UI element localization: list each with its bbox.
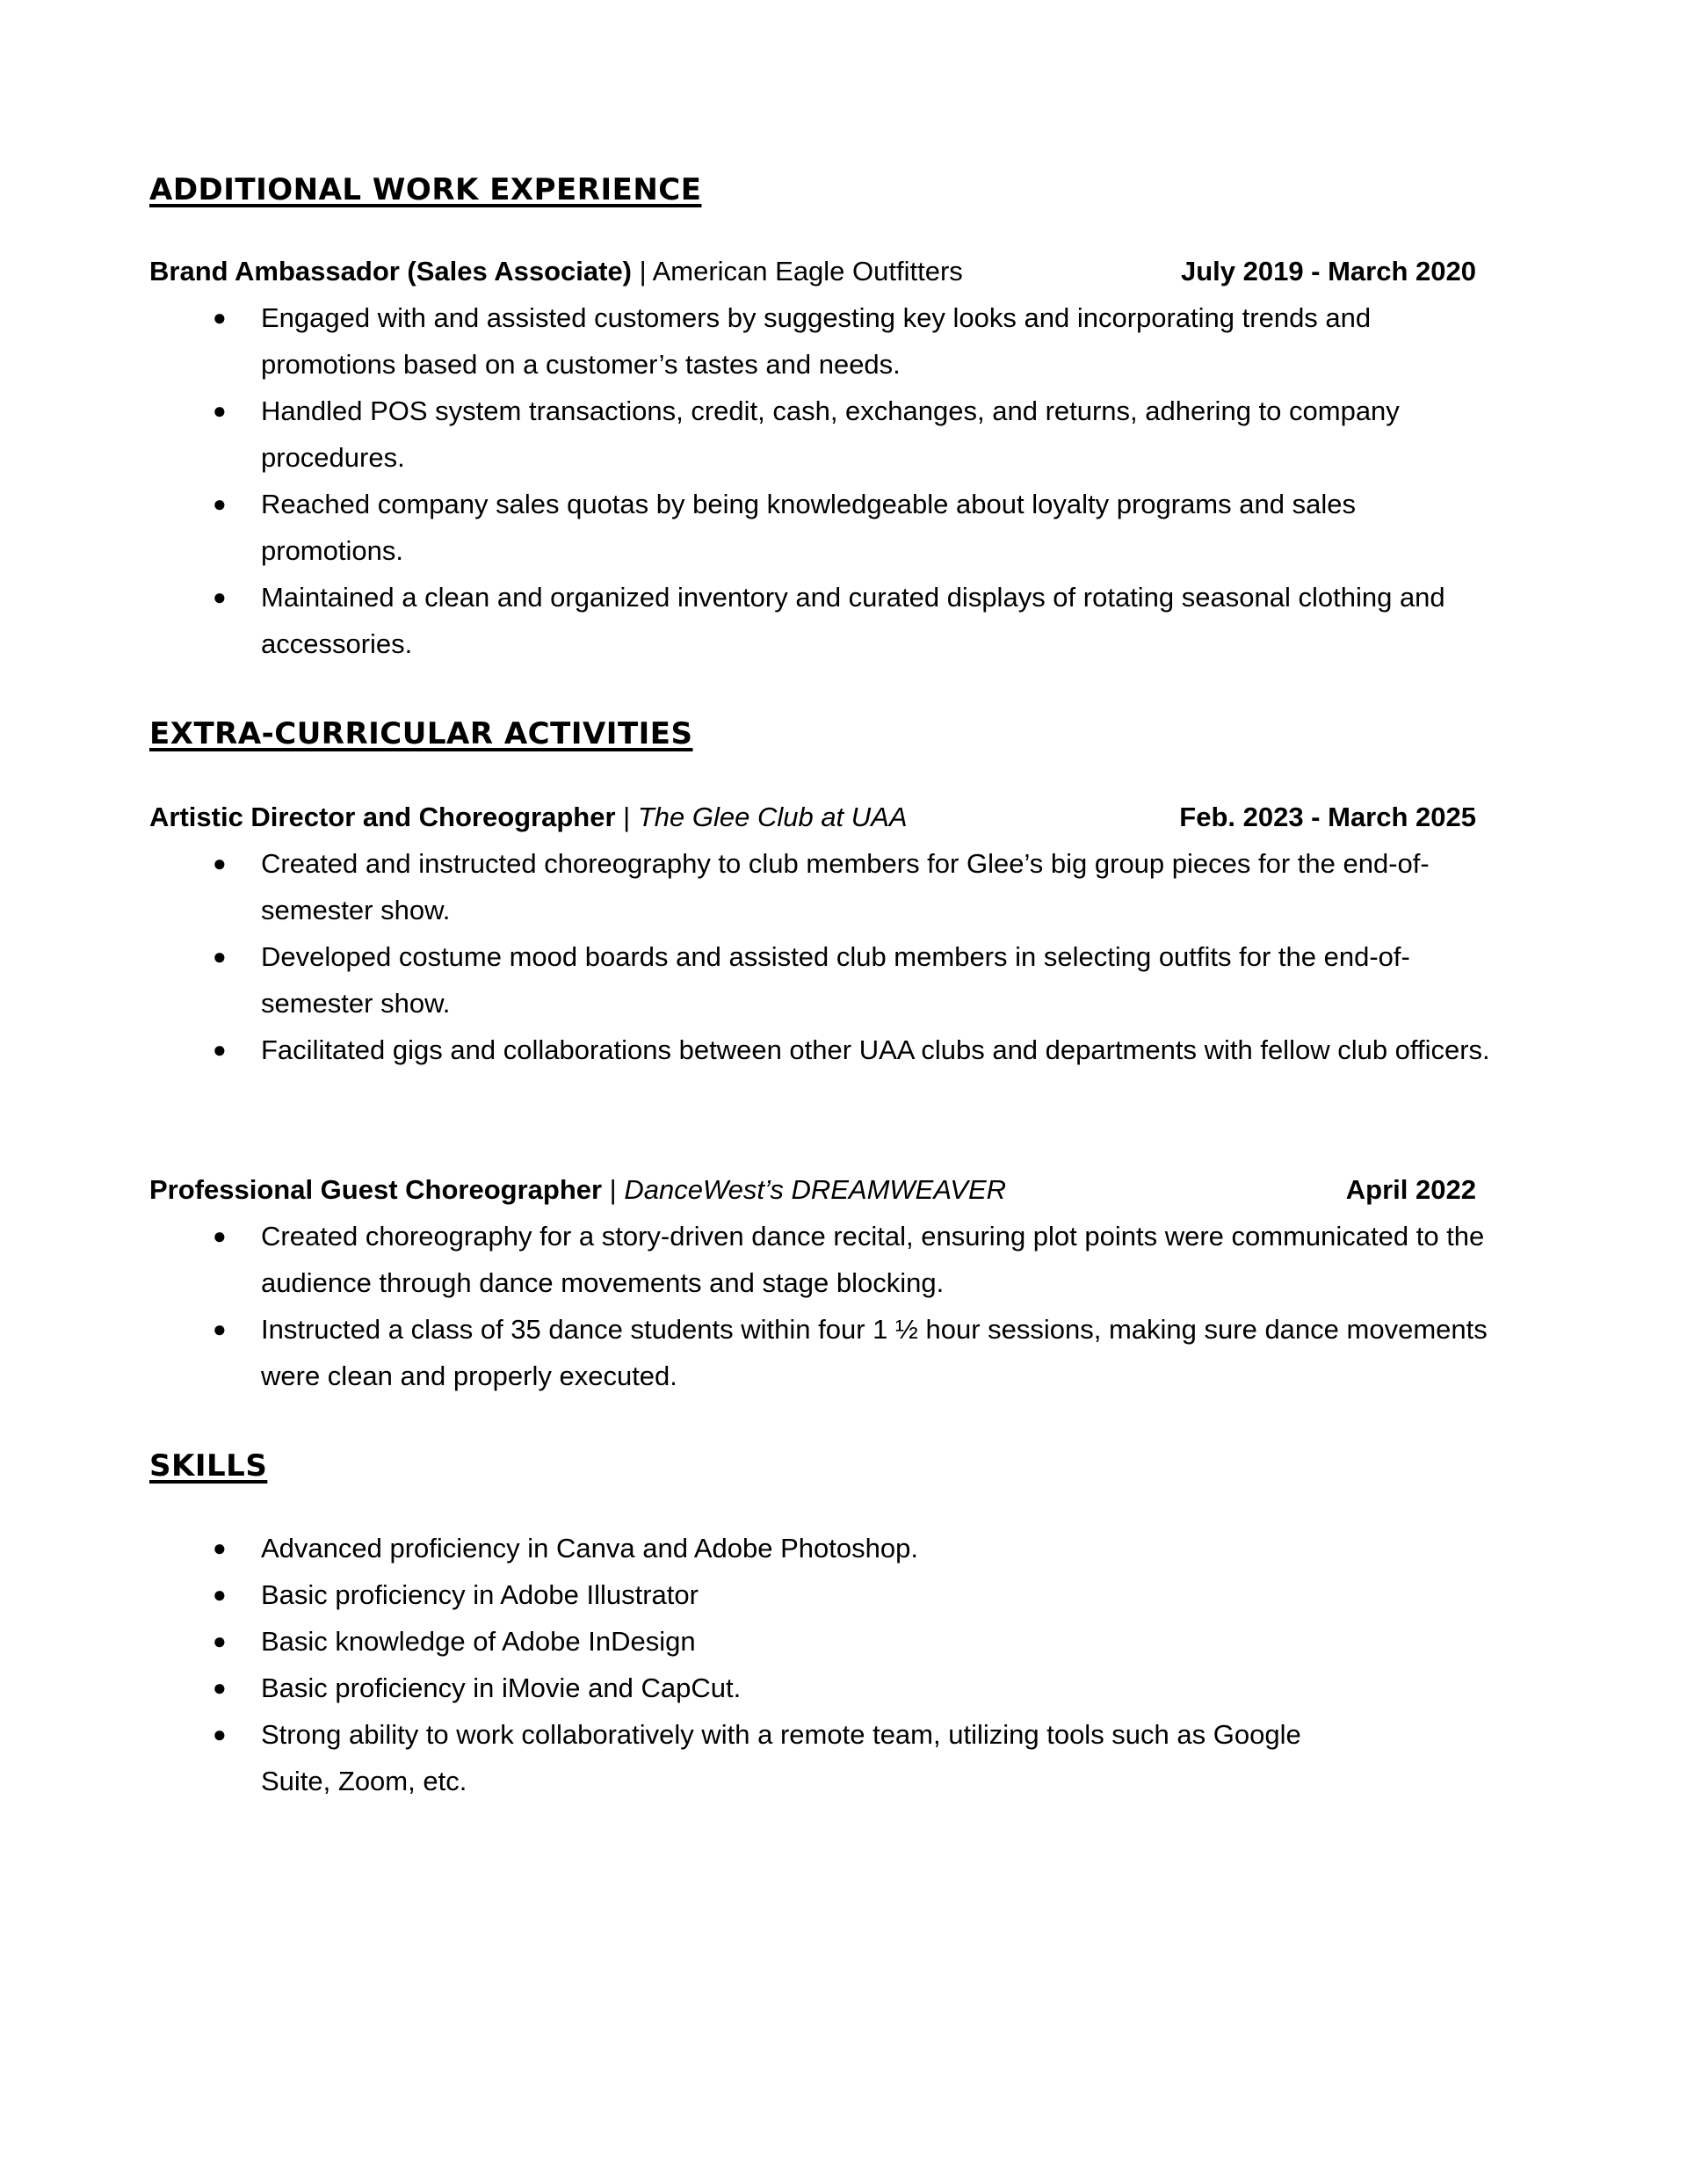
list-item [149,1213,1494,1306]
separator: | [615,802,638,832]
bullet-text: Created choreography for a story-driven dance recital, ensuring plot points were communicated to the audience through dance movements and stage blocking. [261,1221,1485,1298]
bullet-icon: ● [213,304,227,330]
bullet-icon: ● [213,584,227,610]
separator: | [632,256,653,287]
bullet-text: Basic proficiency in iMovie and CapCut. [261,1672,742,1703]
bullet-icon: ● [213,850,227,876]
bullet-list [149,840,1494,1073]
list-item [149,1618,1494,1665]
job-title: Brand Ambassador (Sales Associate) [149,256,633,287]
bullet-text: Maintained a clean and organized inventory and curated displays of rotating seasonal clothing and accessories. [261,582,1445,659]
job-dates: July 2019 - March 2020 [1180,256,1476,287]
bullet-text: Engaged with and assisted customers by suggesting key looks and incorporating trends and promotions based on a customer’s tastes and needs. [261,302,1372,380]
section-heading-work: ADDITIONAL WORK EXPERIENCE [149,172,702,207]
list-item [149,1027,1494,1073]
bullet-text: Reached company sales quotas by being knowledgeable about loyalty programs and sales promotions. [261,489,1356,566]
bullet-text: Basic knowledge of Adobe InDesign [261,1626,696,1657]
bullet-icon: ● [213,397,227,424]
bullet-text: Strong ability to work collaboratively with a remote team, utilizing tools such as Google Suite, Zoom, etc. [261,1719,1301,1796]
bullet-text: Basic proficiency in Adobe Illustrator [261,1579,699,1610]
list-item [149,1306,1494,1399]
separator: | [602,1174,625,1205]
list-item [149,840,1494,933]
bullet-text: Created and instructed choreography to club members for Glee’s big group pieces for the end-of-semester show. [261,848,1430,925]
bullet-text: Handled POS system transactions, credit, cash, exchanges, and returns, adhering to company procedures. [261,395,1400,473]
bullet-icon: ● [213,1535,227,1561]
bullet-icon: ● [213,1628,227,1654]
list-item [149,481,1494,574]
list-item [149,1665,1494,1711]
bullet-icon: ● [213,1316,227,1342]
job-org: American Eagle Outfitters [652,256,963,287]
list-item [149,1711,1494,1804]
bullet-text: Instructed a class of 35 dance students within four 1 ½ hour sessions, making sure dance movements were clean and properly executed. [261,1314,1488,1391]
bullet-icon: ● [213,1223,227,1249]
bullet-text: Developed costume mood boards and assisted club members in selecting outfits for the end-of-semester show. [261,941,1410,1019]
list-item [149,574,1494,667]
job-title: Professional Guest Choreographer [149,1174,603,1205]
job-org: DanceWest’s DREAMWEAVER [624,1174,1007,1205]
bullet-icon: ● [213,943,227,969]
job-dates: Feb. 2023 - March 2025 [1179,802,1476,832]
bullet-icon: ● [213,1721,227,1747]
list-item [149,388,1494,481]
section-heading-skills: SKILLS [149,1448,268,1484]
bullet-icon: ● [213,1036,227,1063]
bullet-list [149,294,1494,667]
skills-list [149,1525,1494,1804]
bullet-text: Advanced proficiency in Canva and Adobe Photoshop. [261,1533,918,1564]
section-heading-extracurricular: EXTRA-CURRICULAR ACTIVITIES [149,716,693,751]
job-org: The Glee Club at UAA [637,802,908,832]
list-item [149,294,1494,388]
job-header [149,794,1476,840]
job-dates: April 2022 [1345,1174,1476,1205]
job-header [149,248,1476,294]
bullet-icon: ● [213,490,227,517]
job-title: Artistic Director and Choreographer [149,802,616,832]
bullet-icon: ● [213,1581,227,1607]
bullet-icon: ● [213,1674,227,1701]
bullet-text: Facilitated gigs and collaborations between other UAA clubs and departments with fellow club officers. [261,1034,1490,1065]
list-item [149,1525,1494,1571]
list-item [149,1571,1494,1618]
list-item [149,933,1494,1027]
job-header [149,1166,1476,1213]
bullet-list [149,1213,1494,1399]
